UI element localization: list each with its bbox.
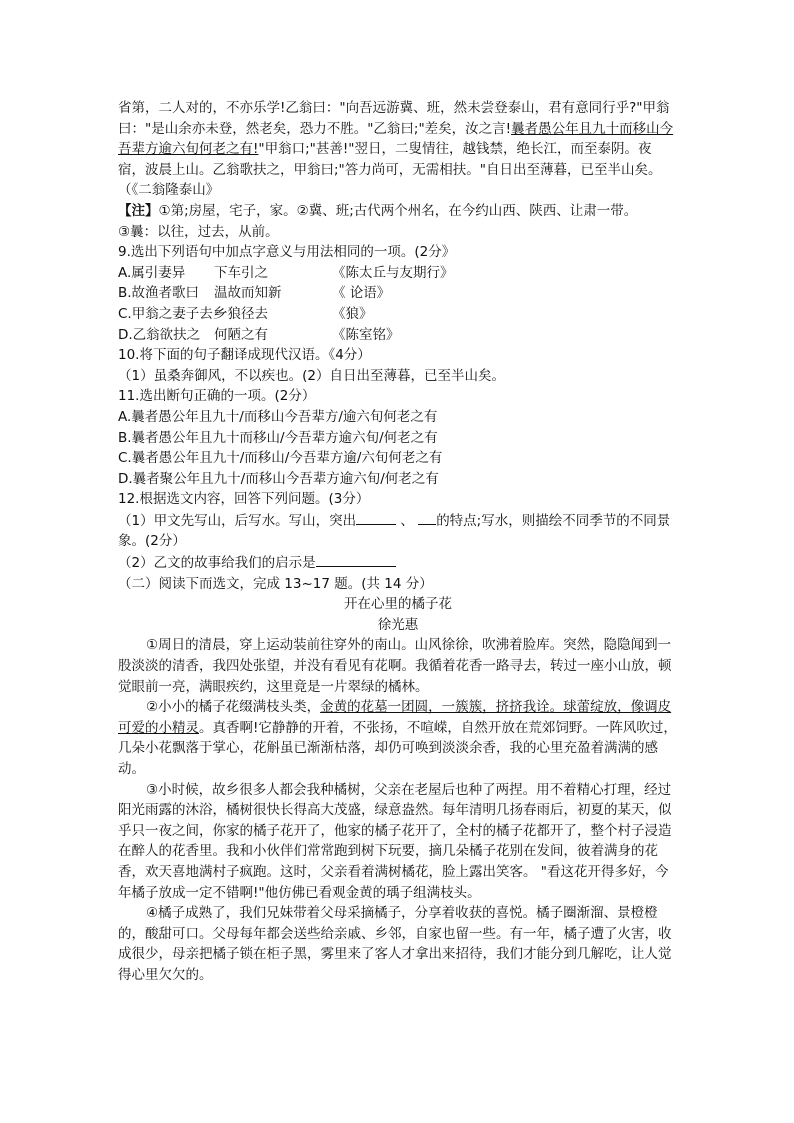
answer-blank[interactable]: [316, 552, 396, 567]
essay-author: 徐光惠: [377, 616, 419, 633]
question-10-items: （1）虽桑奔御风，不以疾也。(2）自日出至薄暮，已至半山矣。: [118, 367, 505, 384]
essay-paragraph-4: ④橘子成熟了，我们兄妹带着父母采摘橘子，分享着收获的喜悦。橘子圈渐溜、景橙橙的，酸甜可口。父母每年都会送些给亲戚、乡邻，自家也留一些。有一年，橘子遭了火害，收成很少，母亲把橘子锁在柜子黑，雾里来了客人才拿出来招待，我们才能分到几解吃，让人觉得心里欠欠的。: [118, 905, 672, 983]
question-11-stem: 11.选出断句正确的一项。(2分）: [118, 388, 316, 405]
question-12-stem: 12.根据选文内容，回答下列问题。(3分）: [118, 491, 370, 508]
q11-option-a: A.曩者愚公年且九十/而移山今吾辈方/逾六旬何老之有: [118, 408, 438, 425]
underlined-sentence: 曩者愚公年且九十而移山今吾辈方逾六旬何老之有!: [118, 120, 674, 158]
q11-option-b: B.曩者愚公年且九十而移山/今吾辈方逾六旬/何老之有: [118, 429, 438, 446]
question-10-stem: 10.将下面的句子翻译成现代汉语。《4分）: [118, 347, 371, 364]
essay-paragraph-1: ①周日的清晨，穿上运动装前往穿外的南山。山风徐徐，吹沸着脸库。突然，隐隐闻到一股淡淡的清香，我四处张望，并没有看见有花啊。我循着花香一路寻去，转过一座小山放，顿觉眼前一亮，满眼疾约，这里竟是一片翠绿的橘林。: [118, 637, 672, 695]
question-9-stem: 9.选出下列语句中加点字意义与用法相同的一项。(2分》: [118, 244, 456, 261]
passage-b-text: 省第，二人对的，不亦乐学!乙翁曰："向吾远游冀、班，然未尝登泰山，君有意同行乎?"甲翁曰："是山余亦未登，然老矣，恐力不胜。"乙翁曰;"差矣，汝之言!曩者愚公年且九十而移山今吾辈方逾六旬何老之有!"甲翁口;"甚善!"翌日，二叟情往，越钱禁，绝长江，而至泰阴。夜宿，波晨上山。乙翁歌扶之，甲翁曰;"答力尚可，无需相扶。"自日出至薄暮，已至半山矣。: [118, 100, 674, 178]
underlined-sentence: 金黄的花墓一团圆，一簇簇，挤挤我诠。球蕾绽放，像调皮可爱的小精灵: [118, 699, 672, 736]
q11-option-c: C.曩者愚公年且九十/而移山/今吾辈方逾/六旬何老之有: [118, 450, 443, 467]
q9-option-b: B.故渔者歌曰 温故而知新 《 论语》: [118, 285, 391, 302]
q9-option-c: C.甲翁之妻子去乡 一狼径去 《狼》: [118, 305, 373, 322]
passage-note-3: ③曩：以往，过去，从前。: [118, 223, 279, 240]
q9-option-a: A.属引妻异 下车引之 《陈太丘与友期行》: [118, 264, 454, 281]
passage-notes: 【注】①第;房屋，宅子，家。②冀、班;古代两个州名，在今约山西、陕西、让肃一带。: [118, 202, 638, 219]
essay-paragraph-3: ③小时候，故乡很多人都会我种橘树，父亲在老屋后也种了两捏。用不着精心打理，经过阳光雨露的沐浴，橘树很快长得高大茂盛，绿意盎然。每年清明几扬春雨后，初夏的某天，似乎只一夜之间，你家的橘子花开了，他家的橘子花开了，全村的橘子花都开了，整个村子浸造在醉人的花香里。我和小伙伴们常常跑到树下玩要，摘几朵橘子花别在发间，彼着满身的花香，欢天喜地满村子疯跑。这时，父亲看着满树橘花，脸上露出笑客。 "看这花开得多好，今年橘子放成一定不错啊!"他仿佛已看观金黄的瑀子组满枝头。: [118, 781, 672, 901]
essay-paragraph-2: ②小小的橘子花缀满枝头类，金黄的花墓一团圆，一簇簇，挤挤我诠。球蕾绽放，像调皮可爱的小精灵。真香啊!它静静的开着，不张扬，不喧嵘，自然开放在荒郊饲野。一阵风吹过，几朵小花飘落于掌心，花斛虽已渐渐枯落，却仍可唤到淡淡余香，我的心里充盈着满满的感动。: [118, 699, 677, 777]
answer-blank[interactable]: [356, 510, 396, 525]
document-page: [118, 98, 678, 986]
essay-title: 开在心里的橘子花: [344, 596, 452, 613]
answer-blank[interactable]: [418, 510, 436, 525]
q11-option-d: D.曩者聚公年且九十/而移山今吾辈方逾六旬/何老之有: [118, 470, 439, 487]
q9-option-d: D.乙翁欲扶之 何陋之有 《陈室铭》: [118, 326, 400, 343]
question-12-part-1: （1）甲文先写山，后写水。写山，突出 、 的特点;写水，则描绘不同季节的不同景象。(2分）: [118, 510, 678, 552]
section-2-intro: （二）阅读下而选文，完成 13~17 题。(共 14 分）: [118, 575, 433, 592]
passage-source: （《二翁隆泰山》: [118, 182, 220, 199]
question-12-part-2: （2）乙文的故事给我们的启示是: [118, 552, 678, 574]
